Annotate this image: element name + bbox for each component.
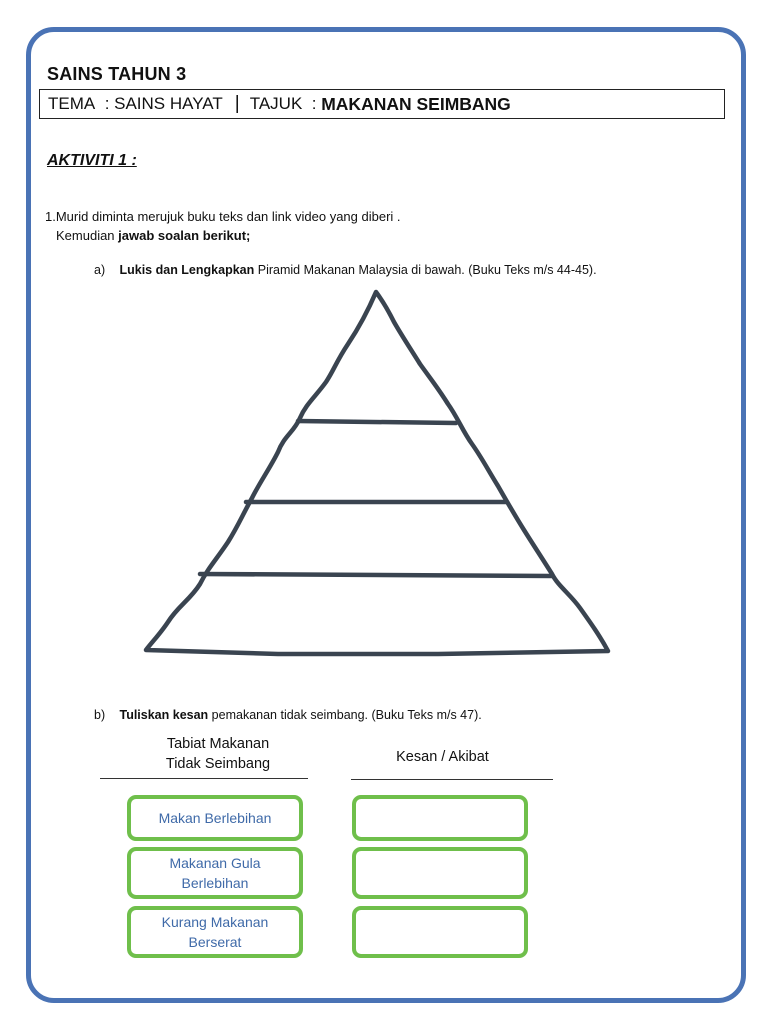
tema-label: TEMA	[48, 94, 96, 113]
tajuk-colon: :	[311, 94, 317, 113]
question-a-bold: Lukis dan Lengkapkan	[119, 263, 255, 277]
theme-topic-header	[39, 89, 725, 119]
question-b-bold: Tuliskan kesan	[119, 708, 209, 722]
tajuk-value: MAKANAN SEIMBANG	[321, 93, 511, 114]
tema-value: : SAINS HAYAT	[104, 94, 223, 113]
question-a	[94, 263, 597, 277]
habit-box-3	[127, 906, 303, 958]
header-separator: |	[234, 93, 240, 114]
pyramid-divider-1	[298, 421, 456, 423]
effect-answer-box-3[interactable]	[352, 906, 528, 958]
habit-box-2	[127, 847, 303, 899]
activity-title: AKTIVITI 1 :	[47, 152, 137, 169]
habit-header-line-2: Tidak Seimbang	[165, 756, 271, 772]
question-a-label: a)	[94, 263, 106, 277]
food-pyramid-drawing	[138, 286, 618, 661]
pyramid-divider-3	[200, 574, 552, 576]
pyramid-outline	[146, 292, 608, 654]
effect-answer-box-1[interactable]	[352, 795, 528, 841]
habit-3-line-2: Berserat	[188, 934, 242, 950]
effect-answer-box-2[interactable]	[352, 847, 528, 899]
effect-column-header: Kesan / Akibat	[396, 749, 489, 765]
habit-2-line-2: Berlebihan	[181, 875, 249, 891]
instruction-line-2-plain: Kemudian	[56, 228, 115, 243]
question-a-text: Piramid Makanan Malaysia di bawah. (Buku Teks m/s 44-45).	[257, 263, 597, 277]
habit-2-line-1: Makanan Gula	[169, 855, 261, 871]
habit-column-header	[128, 734, 308, 774]
habit-header-rule	[100, 778, 308, 779]
question-b	[94, 708, 482, 722]
effect-header-rule	[351, 779, 553, 780]
habit-3-line-1: Kurang Makanan	[161, 914, 269, 930]
question-b-text: pemakanan tidak seimbang. (Buku Teks m/s 47).	[211, 708, 482, 722]
tajuk-label: TAJUK	[249, 94, 303, 113]
question-b-label: b)	[94, 708, 106, 722]
instruction-line-2-bold: jawab soalan berikut;	[118, 228, 251, 243]
habit-header-line-1: Tabiat Makanan	[166, 736, 270, 752]
habit-box-1	[127, 795, 303, 841]
instruction-line-1: 1.Murid diminta merujuk buku teks dan link video yang diberi .	[45, 209, 401, 224]
instruction-line-2	[56, 228, 250, 243]
habit-1-text: Makan Berlebihan	[158, 810, 272, 826]
page-title: SAINS TAHUN 3	[47, 64, 187, 84]
